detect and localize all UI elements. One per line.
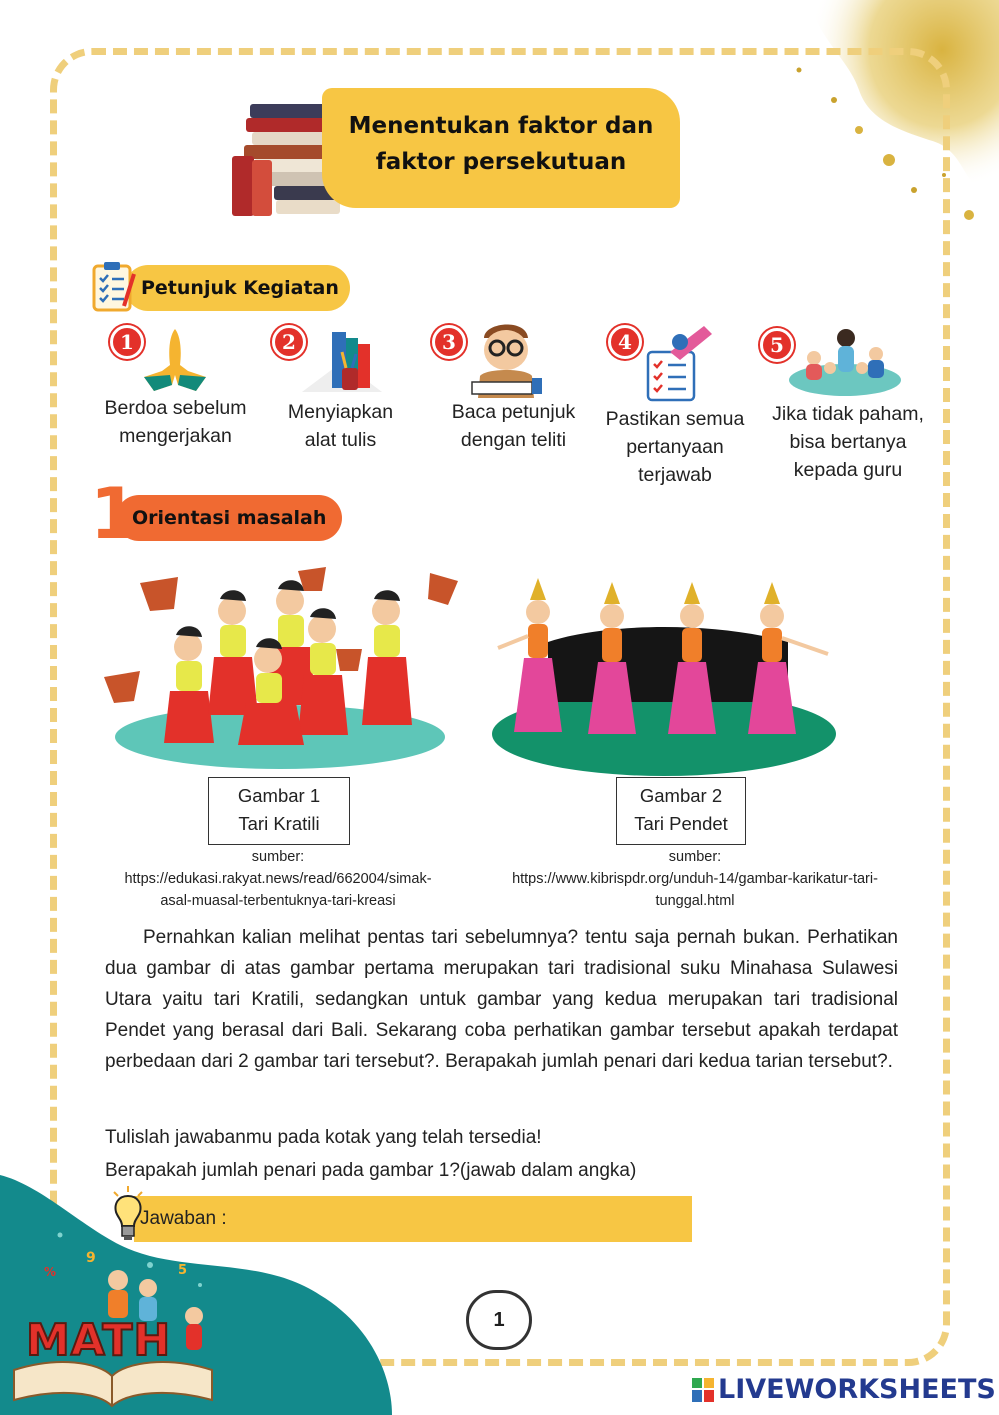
teacher-children-icon xyxy=(786,324,904,398)
step-number-badge: 3 xyxy=(432,325,466,359)
figure-1-caption-line-2: Tari Kratili xyxy=(238,813,320,834)
figure-2-caption-line-2: Tari Pendet xyxy=(634,813,728,834)
figure-1-caption xyxy=(208,777,350,845)
step-5-text xyxy=(760,400,936,484)
figure-2-caption xyxy=(616,777,746,845)
step-1-text xyxy=(88,394,263,450)
svg-text:9: 9 xyxy=(86,1250,96,1266)
step-2-line-1: Menyiapkan xyxy=(287,401,394,423)
step-4-line-1: Pastikan semua xyxy=(605,408,745,430)
checklist-clipboard-icon xyxy=(90,260,140,314)
section-number: 1 xyxy=(90,473,139,555)
title-line-1: Menentukan faktor dan xyxy=(348,113,654,139)
pendet-dance-illustration xyxy=(488,572,840,780)
figure-1-source-line-2: https://edukasi.rakyat.news/read/662004/simak- xyxy=(124,871,432,887)
step-number-badge: 5 xyxy=(760,328,794,362)
liveworksheets-logo-icon xyxy=(692,1378,714,1402)
step-3-line-2: dengan teliti xyxy=(460,429,567,451)
orientation-paragraph xyxy=(105,922,898,1077)
section-heading-pill xyxy=(116,495,342,541)
step-5-line-2: bisa bertanya xyxy=(789,431,907,453)
step-5-line-3: kepada guru xyxy=(793,459,903,481)
math-badge: MATH xyxy=(26,1315,172,1366)
figure-1-source-line-3: asal-muasal-terbentuknya-tari-kreasi xyxy=(160,893,396,909)
title-line-2: faktor persekutuan xyxy=(375,149,627,175)
step-1-line-1: Berdoa sebelum xyxy=(104,397,247,419)
step-4-text xyxy=(594,405,756,489)
page-number: 1 xyxy=(466,1290,532,1350)
checklist-pencil-icon xyxy=(640,322,716,402)
figure-2-source-line-2: https://www.kibrispdr.org/unduh-14/gambar-karikatur-tari- xyxy=(512,871,878,887)
section-heading: Orientasi masalah xyxy=(132,507,327,529)
step-2-line-2: alat tulis xyxy=(304,429,377,451)
figure-1-source xyxy=(95,846,461,912)
step-4-line-3: terjawab xyxy=(638,464,712,486)
answer-label: Jawaban : xyxy=(140,1208,227,1229)
figure-2-source xyxy=(476,846,914,912)
praying-hands-icon xyxy=(140,325,210,395)
step-number-badge: 4 xyxy=(608,325,642,359)
step-2-text xyxy=(268,398,413,454)
step-5-line-1: Jika tidak paham, xyxy=(772,403,924,425)
books-pencil-cup-icon xyxy=(302,322,382,398)
figure-2-source-line-1: sumber: xyxy=(668,849,722,865)
instruction-line: Tulislah jawabanmu pada kotak yang telah tersedia! xyxy=(105,1127,542,1148)
page-title xyxy=(322,108,680,180)
instructions-heading: Petunjuk Kegiatan xyxy=(141,277,339,299)
step-3-text xyxy=(436,398,591,454)
orientation-paragraph-text: Pernahkan kalian melihat pentas tari sebelumnya? tentu saja pernah bukan. Perhatikan dua gambar di atas gambar pertama merupakan tari tradisional suku Minahasa Sulawesi Utara yaitu tari Kratili, sedangkan untuk gambar yang kedua merupakan tari tradisional Pendet yang berasal dari Bali. Sekarang coba perhatikan gambar tersebut apakah terdapat perbedaan dari 2 gambar tari tersebut?. Berapakah jumlah penari dari kedua tarian tersebut?. xyxy=(105,927,898,1072)
figure-1-source-line-1: sumber: xyxy=(251,849,305,865)
step-number-badge: 2 xyxy=(272,325,306,359)
figure-2-source-line-3: tunggal.html xyxy=(655,893,735,909)
step-1-line-2: mengerjakan xyxy=(119,425,232,447)
question-text: Berapakah jumlah penari pada gambar 1?(jawab dalam angka) xyxy=(105,1160,637,1181)
step-3-line-1: Baca petunjuk xyxy=(451,401,576,423)
step-number-badge: 1 xyxy=(110,325,144,359)
instructions-heading-pill xyxy=(125,265,350,311)
svg-text:%: % xyxy=(44,1265,57,1279)
svg-text:5: 5 xyxy=(178,1263,188,1278)
brand-name: LIVEWORKSHEETS xyxy=(718,1374,996,1405)
step-4-line-2: pertanyaan xyxy=(626,436,724,458)
reading-boy-icon xyxy=(466,318,550,398)
figure-1-caption-line-1: Gambar 1 xyxy=(237,785,321,806)
figure-2-caption-line-1: Gambar 2 xyxy=(639,785,723,806)
kratili-dance-illustration xyxy=(100,565,460,775)
